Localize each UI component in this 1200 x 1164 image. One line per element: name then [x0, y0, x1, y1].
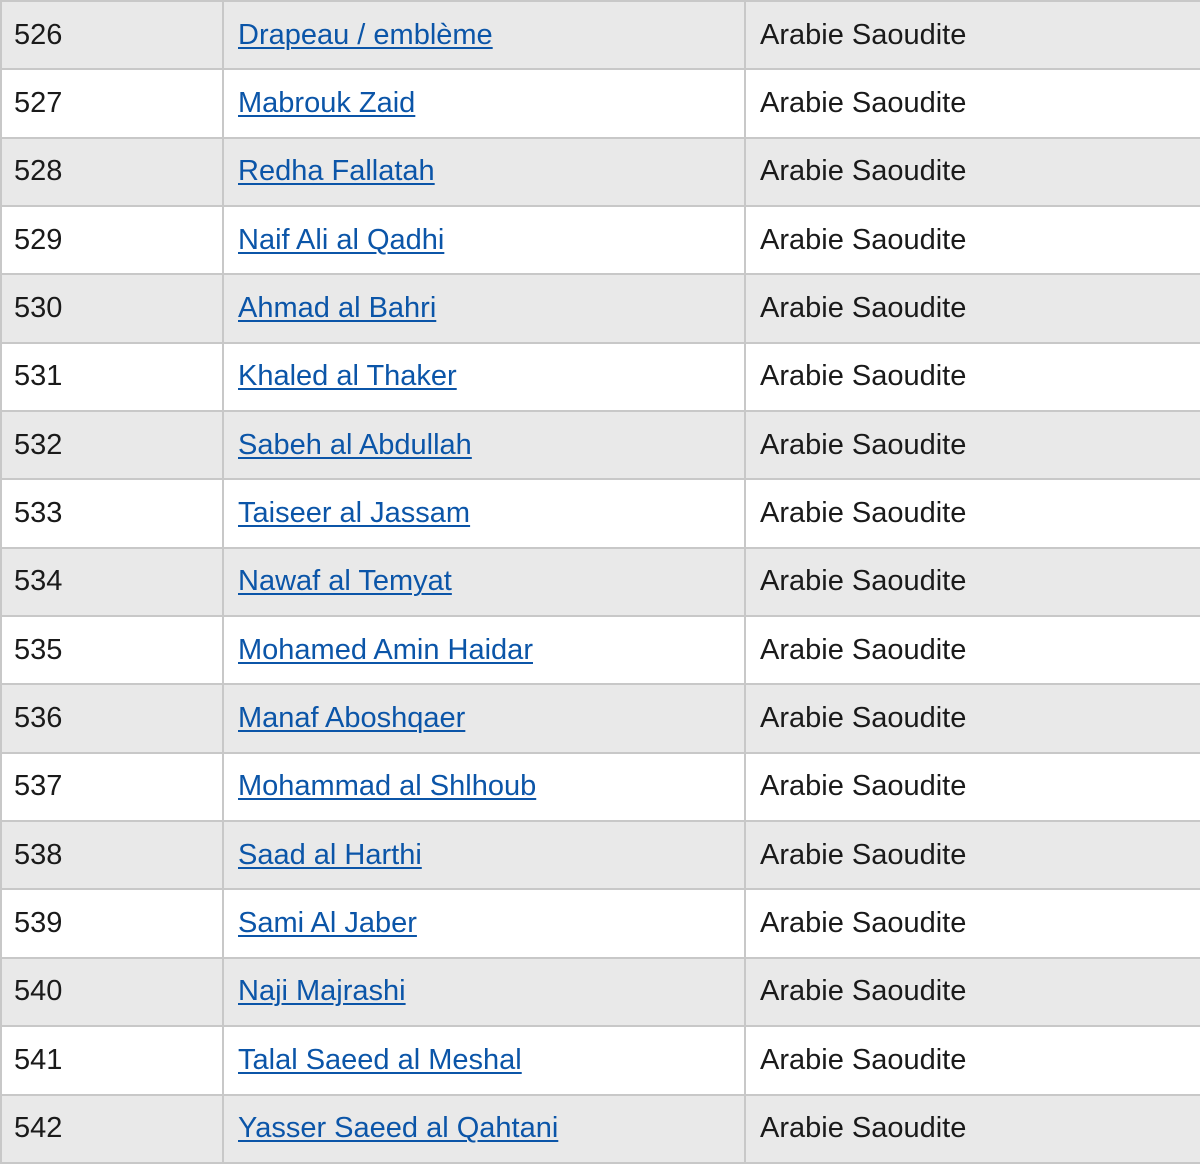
player-name-cell: [223, 889, 745, 957]
player-name-cell: [223, 343, 745, 411]
country-cell: Arabie Saoudite: [745, 616, 1200, 684]
sticker-number: 531: [1, 343, 223, 411]
player-name-cell: [223, 958, 745, 1026]
player-name-cell: [223, 616, 745, 684]
player-name-link[interactable]: Mabrouk Zaid: [238, 87, 416, 120]
player-name-link[interactable]: Saad al Harthi: [238, 838, 422, 871]
country-cell: Arabie Saoudite: [745, 889, 1200, 957]
table-row: [1, 616, 1200, 684]
player-name-link[interactable]: Redha Fallatah: [238, 155, 435, 188]
table-row: [1, 479, 1200, 547]
player-name-link[interactable]: Yasser Saeed al Qahtani: [238, 1112, 559, 1145]
player-name-link[interactable]: Sabeh al Abdullah: [238, 428, 472, 461]
table-row: [1, 753, 1200, 821]
country-cell: Arabie Saoudite: [745, 821, 1200, 889]
table-row: [1, 274, 1200, 342]
sticker-number: 533: [1, 479, 223, 547]
player-name-cell: [223, 479, 745, 547]
sticker-table-body: [1, 1, 1200, 1163]
player-name-link[interactable]: Mohamed Amin Haidar: [238, 633, 533, 666]
player-name-link[interactable]: Mohammad al Shlhoub: [238, 770, 537, 803]
table-row: [1, 69, 1200, 137]
player-name-cell: [223, 684, 745, 752]
country-cell: Arabie Saoudite: [745, 1026, 1200, 1094]
sticker-number: 542: [1, 1095, 223, 1164]
player-name-link[interactable]: Naif Ali al Qadhi: [238, 223, 445, 256]
player-name-cell: [223, 274, 745, 342]
player-name-link[interactable]: Taiseer al Jassam: [238, 497, 471, 530]
sticker-number: 527: [1, 69, 223, 137]
sticker-number: 526: [1, 1, 223, 69]
player-name-link[interactable]: Naji Majrashi: [238, 975, 406, 1008]
player-name-cell: [223, 69, 745, 137]
player-name-cell: [223, 411, 745, 479]
table-row: [1, 206, 1200, 274]
player-name-cell: [223, 1026, 745, 1094]
table-row: [1, 821, 1200, 889]
player-name-link[interactable]: Nawaf al Temyat: [238, 565, 452, 598]
country-cell: Arabie Saoudite: [745, 411, 1200, 479]
player-name-cell: [223, 821, 745, 889]
table-row: [1, 1095, 1200, 1164]
country-cell: Arabie Saoudite: [745, 206, 1200, 274]
sticker-number: 536: [1, 684, 223, 752]
sticker-number: 540: [1, 958, 223, 1026]
sticker-number: 528: [1, 138, 223, 206]
sticker-number: 530: [1, 274, 223, 342]
country-cell: Arabie Saoudite: [745, 1, 1200, 69]
player-name-cell: [223, 1095, 745, 1164]
table-row: [1, 548, 1200, 616]
player-name-cell: [223, 548, 745, 616]
country-cell: Arabie Saoudite: [745, 138, 1200, 206]
sticker-number: 535: [1, 616, 223, 684]
country-cell: Arabie Saoudite: [745, 753, 1200, 821]
table-row: [1, 411, 1200, 479]
table-row: [1, 343, 1200, 411]
player-name-link[interactable]: Manaf Aboshqaer: [238, 702, 466, 735]
player-name-link[interactable]: Khaled al Thaker: [238, 360, 457, 393]
sticker-number: 541: [1, 1026, 223, 1094]
sticker-number: 539: [1, 889, 223, 957]
table-row: [1, 1026, 1200, 1094]
sticker-number: 537: [1, 753, 223, 821]
player-name-cell: [223, 206, 745, 274]
player-name-link[interactable]: Ahmad al Bahri: [238, 292, 437, 325]
country-cell: Arabie Saoudite: [745, 548, 1200, 616]
sticker-number: 534: [1, 548, 223, 616]
country-cell: Arabie Saoudite: [745, 69, 1200, 137]
player-name-link[interactable]: Talal Saeed al Meshal: [238, 1043, 522, 1076]
player-name-link[interactable]: Drapeau / emblème: [238, 18, 493, 51]
table-row: [1, 684, 1200, 752]
sticker-number: 538: [1, 821, 223, 889]
sticker-number: 529: [1, 206, 223, 274]
country-cell: Arabie Saoudite: [745, 479, 1200, 547]
sticker-number: 532: [1, 411, 223, 479]
table-row: [1, 1, 1200, 69]
country-cell: Arabie Saoudite: [745, 343, 1200, 411]
country-cell: Arabie Saoudite: [745, 958, 1200, 1026]
player-name-cell: [223, 753, 745, 821]
table-row: [1, 138, 1200, 206]
country-cell: Arabie Saoudite: [745, 1095, 1200, 1164]
player-name-cell: [223, 138, 745, 206]
table-row: [1, 889, 1200, 957]
table-row: [1, 958, 1200, 1026]
country-cell: Arabie Saoudite: [745, 274, 1200, 342]
country-cell: Arabie Saoudite: [745, 684, 1200, 752]
player-name-cell: [223, 1, 745, 69]
player-name-link[interactable]: Sami Al Jaber: [238, 907, 417, 940]
